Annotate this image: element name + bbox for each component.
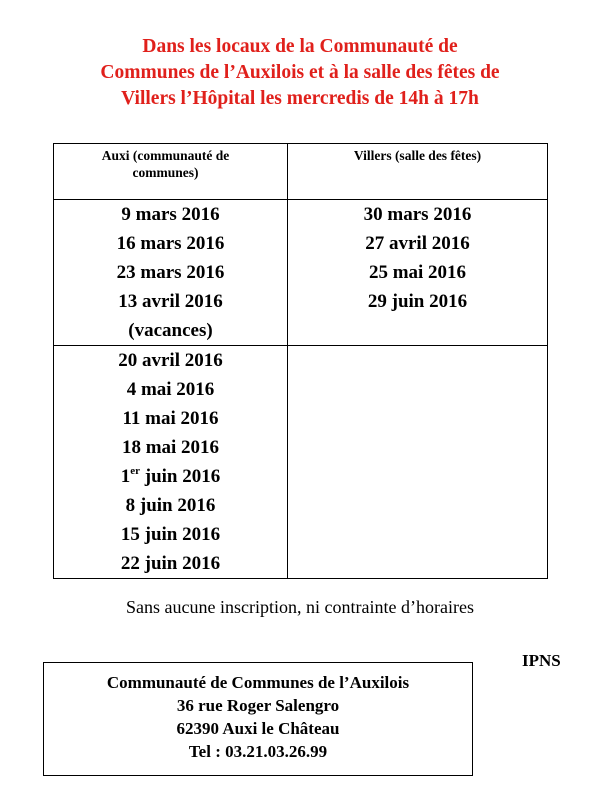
ipns-label: IPNS [522, 651, 561, 670]
date-auxi-7: 11 mai 2016 [122, 408, 219, 429]
address-street: 36 rue Roger Salengro [176, 696, 340, 715]
header-auxi: Auxi (communauté de communes) [54, 144, 288, 200]
date-auxi-9: 1er juin 2016 [120, 464, 221, 487]
date-villers-4: 29 juin 2016 [367, 291, 468, 312]
date-villers-3: 25 mai 2016 [368, 262, 467, 283]
header-villers: Villers (salle des fêtes) [288, 144, 548, 200]
date-auxi-4: 13 avril 2016 [118, 291, 223, 312]
date-auxi-6: 4 mai 2016 [126, 379, 215, 400]
title-line-3: Villers l’Hôpital les mercredis de 14h à 17h [121, 88, 479, 109]
address-name: Communauté de Communes de l’Auxilois [106, 673, 410, 692]
date-auxi-4-note: (vacances) [128, 320, 213, 341]
villers-dates [288, 200, 548, 346]
address-box [43, 662, 473, 776]
date-auxi-10: 8 juin 2016 [125, 495, 216, 516]
page-title [0, 34, 600, 112]
date-villers-2: 27 avril 2016 [365, 233, 470, 254]
registration-note: Sans aucune inscription, ni contrainte d’horaires [126, 597, 474, 617]
schedule-table [53, 143, 548, 579]
date-auxi-2: 16 mars 2016 [116, 233, 225, 254]
date-auxi-11: 15 juin 2016 [120, 524, 221, 545]
date-auxi-5: 20 avril 2016 [118, 350, 223, 371]
title-line-2: Communes de l’Auxilois et à la salle des fêtes de [100, 62, 500, 83]
title-line-1: Dans les locaux de la Communauté de [142, 36, 458, 57]
date-auxi-12: 22 juin 2016 [120, 553, 221, 574]
auxi-dates-bottom [54, 346, 288, 579]
auxi-dates-top [54, 200, 288, 346]
table-row [54, 346, 548, 579]
table-header-row [54, 144, 548, 200]
villers-empty-cell [288, 346, 548, 579]
date-villers-1: 30 mars 2016 [363, 204, 472, 225]
date-auxi-8: 18 mai 2016 [121, 437, 220, 458]
date-auxi-1: 9 mars 2016 [121, 204, 220, 225]
table-row [54, 200, 548, 346]
date-auxi-3: 23 mars 2016 [116, 262, 225, 283]
address-city: 62390 Auxi le Château [176, 719, 340, 738]
address-tel: Tel : 03.21.03.26.99 [188, 742, 328, 761]
